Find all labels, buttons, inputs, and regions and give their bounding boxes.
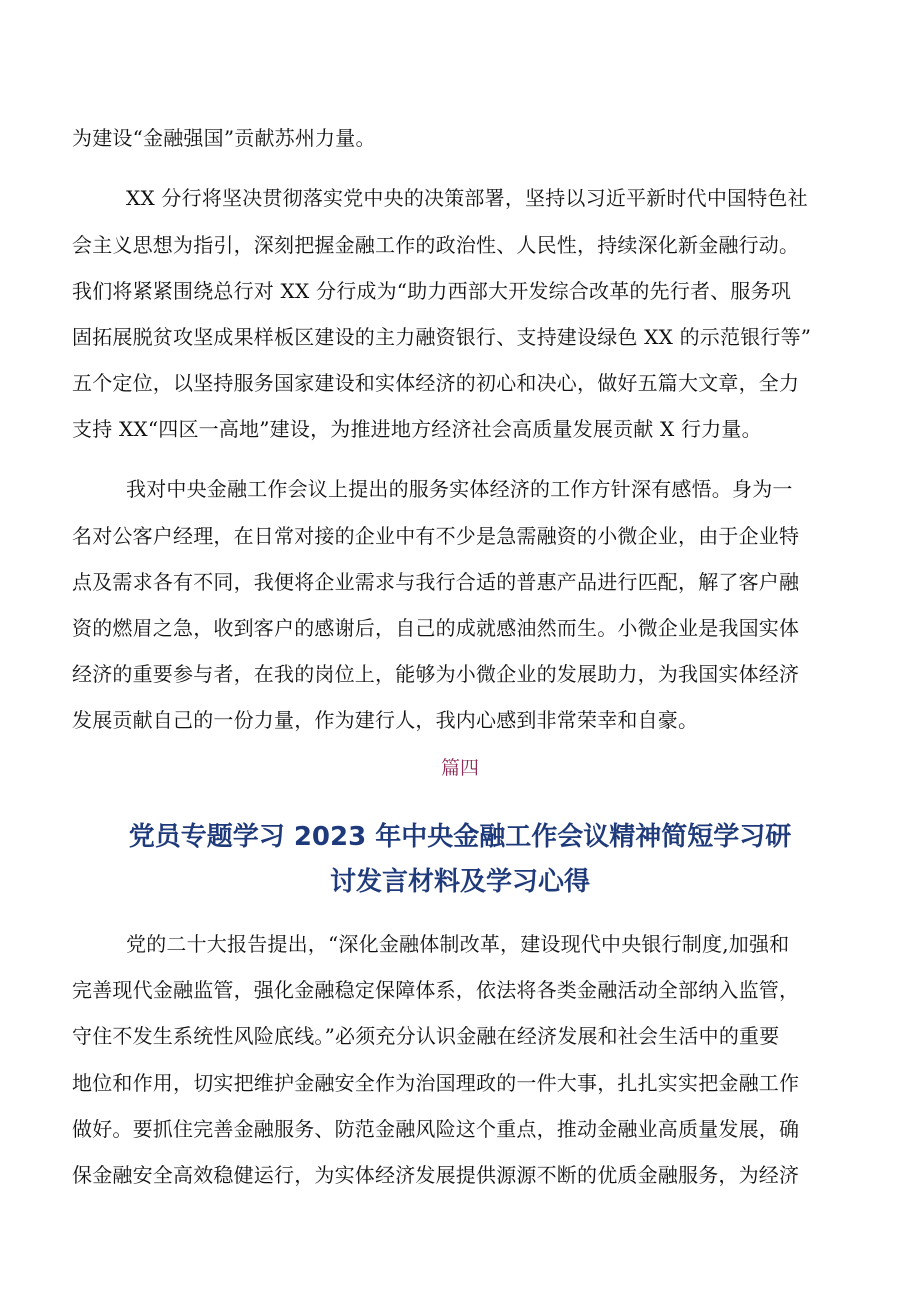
paragraph-3-line-5: 经济的重要参与者，在我的岗位上，能够为小微企业的发展助力，为我国实体经济 xyxy=(72,662,800,686)
section-label: 篇四 xyxy=(440,757,479,779)
paragraph-2-line-4: 固拓展脱贫攻坚成果样板区建设的主力融资银行、支持建设绿色 XX 的示范银行等” xyxy=(72,325,812,349)
paragraph-3-line-3: 点及需求各有不同，我便将企业需求与我行合适的普惠产品进行匹配，解了客户融 xyxy=(72,570,800,594)
paragraph-4-line-1: 党的二十大报告提出，“深化金融体制改革，建设现代中央银行制度,加强和 xyxy=(126,932,790,956)
document-title-line-2: 讨发言材料及学习心得 xyxy=(329,867,590,897)
paragraph-3-line-2: 名对公客户经理，在日常对接的企业中有不少是急需融资的小微企业，由于企业特 xyxy=(72,524,800,548)
paragraph-3-line-6: 发展贡献自己的一份力量，作为建行人，我内心感到非常荣幸和自豪。 xyxy=(72,708,699,732)
paragraph-2-line-2: 会主义思想为指引，深刻把握金融工作的政治性、人民性，持续深化新金融行动。 xyxy=(72,233,800,257)
paragraph-4-line-5: 做好。要抓住完善金融服务、防范金融风险这个重点，推动金融业高质量发展，确 xyxy=(72,1117,800,1141)
paragraph-2-line-3: 我们将紧紧围绕总行对 XX 分行成为“助力西部大开发综合改革的先行者、服务巩 xyxy=(72,279,792,303)
paragraph-4-line-2: 完善现代金融监管，强化金融稳定保障体系，依法将各类金融活动全部纳入监管， xyxy=(72,978,800,1002)
paragraph-4-line-3: 守住不发生系统性风险底线。”必须充分认识金融在经济发展和社会生活中的重要 xyxy=(72,1024,780,1048)
paragraph-4-line-4: 地位和作用，切实把维护金融安全作为治国理政的一件大事，扎扎实实把金融工作 xyxy=(72,1071,800,1095)
paragraph-3-line-4: 资的燃眉之急，收到客户的感谢后，自己的成就感油然而生。小微企业是我国实体 xyxy=(72,616,800,640)
paragraph-2-line-5: 五个定位，以坚持服务国家建设和实体经济的初心和决心，做好五篇大文章，全力 xyxy=(72,371,800,395)
paragraph-2-line-1: XX 分行将坚决贯彻落实党中央的决策部署，坚持以习近平新时代中国特色社 xyxy=(126,186,808,210)
paragraph-3-line-1: 我对中央金融工作会议上提出的服务实体经济的工作方针深有感悟。身为一 xyxy=(126,477,793,501)
document-title-line-1: 党员专题学习 2023 年中央金融工作会议精神简短学习研 xyxy=(128,822,792,852)
paragraph-4-line-6: 保金融安全高效稳健运行，为实体经济发展提供源源不断的优质金融服务，为经济 xyxy=(72,1163,800,1187)
paragraph-2-line-6: 支持 XX“四区一高地”建设，为推进地方经济社会高质量发展贡献 X 行力量。 xyxy=(72,417,762,441)
paragraph-1-line-1: 为建设“金融强国”贡献苏州力量。 xyxy=(72,126,376,150)
